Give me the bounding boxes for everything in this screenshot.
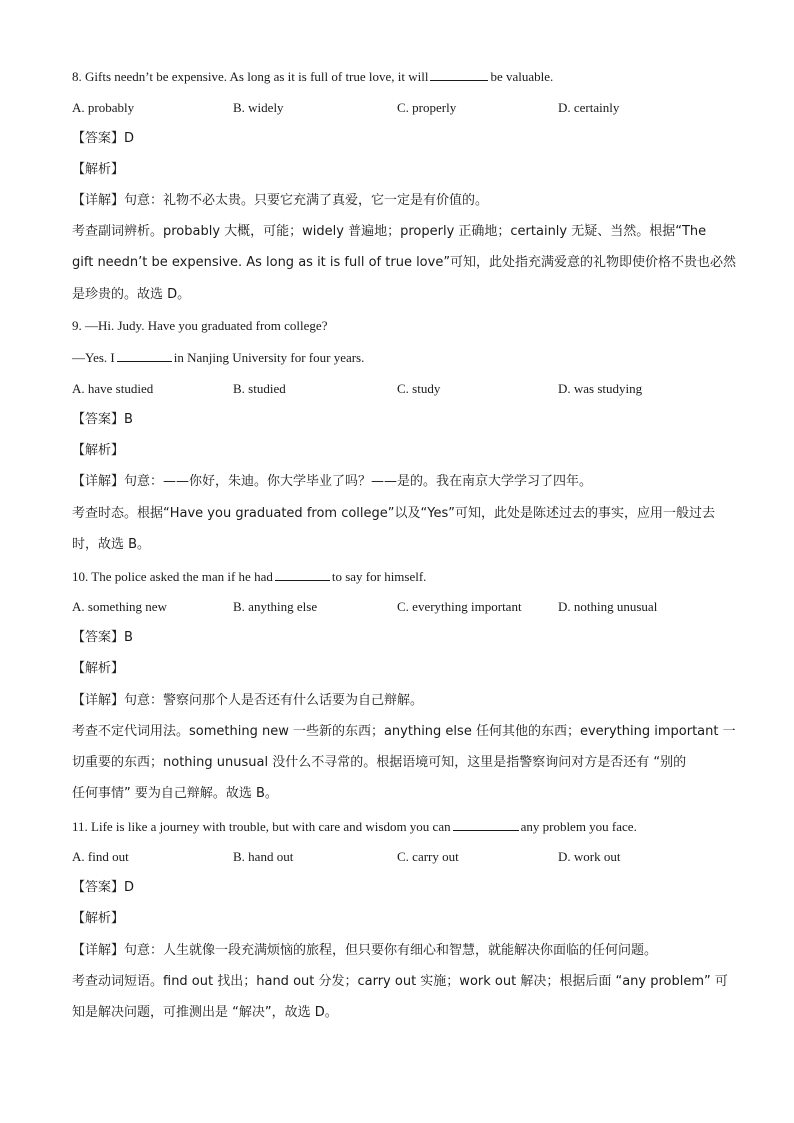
question-10-analysis-label: 【解析】 <box>72 661 125 676</box>
question-11-explanation-line-2: 考查动词短语。find out 找出；hand out 分发；carry out 实施；work out 解决；根据后面 “any problem” 可 <box>72 974 728 989</box>
question-10-stem <box>72 568 722 585</box>
option-a: A. find out <box>72 849 129 864</box>
option-c: C. everything important <box>397 599 522 614</box>
question-11-stem <box>72 818 722 835</box>
question-10-options <box>72 599 722 615</box>
question-10-explanation-line-4: 任何事情” 要为自己辩解。故选 B。 <box>72 786 278 801</box>
question-11-answer: 【答案】D <box>72 880 135 895</box>
question-8-explanation-line-1: 【详解】句意：礼物不必太贵。只要它充满了真爱，它一定是有价值的。 <box>72 193 489 208</box>
option-a: A. probably <box>72 100 135 115</box>
question-11-explanation-line-3: 知是解决问题，可推测出是 “解决”，故选 D。 <box>72 1005 338 1020</box>
question-11-stem-part-a: 11. Life is like a journey with trouble, but with care and wisdom you can <box>72 819 451 834</box>
option-b: B. widely <box>233 100 284 115</box>
question-8-stem-part-b: be valuable. <box>490 69 554 84</box>
question-11-options <box>72 849 722 865</box>
option-a: A. have studied <box>72 381 154 396</box>
question-9-stem-part-a: —Yes. I <box>72 350 115 365</box>
question-8-explanation-line-4: 是珍贵的。故选 D。 <box>72 287 191 302</box>
option-b: B. studied <box>233 381 286 396</box>
question-10-blank <box>275 568 330 581</box>
question-9-explanation-line-3: 时，故选 B。 <box>72 537 151 552</box>
option-b: B. anything else <box>233 599 318 614</box>
question-8-explanation-line-3: gift needn’t be expensive. As long as it is full of true love”可知，此处指充满爱意的礼物即使价格不贵也必然 <box>72 255 737 270</box>
question-10-stem-part-a: 10. The police asked the man if he had <box>72 569 273 584</box>
option-d: D. was studying <box>558 381 643 396</box>
option-c: C. properly <box>397 100 457 115</box>
question-10-answer: 【答案】B <box>72 630 133 645</box>
option-a: A. something new <box>72 599 167 614</box>
question-11-blank <box>453 818 519 831</box>
question-8-analysis-label: 【解析】 <box>72 162 125 177</box>
question-8-explanation-line-2: 考查副词辨析。probably 大概，可能；widely 普遍地；properly 正确地；certainly 无疑、当然。根据“The <box>72 224 707 239</box>
question-9-analysis-label: 【解析】 <box>72 443 125 458</box>
option-d: D. certainly <box>558 100 620 115</box>
question-10-explanation-line-3: 切重要的东西；nothing unusual 没什么不寻常的。根据语境可知，这里是指警察询问对方是否还有 “别的 <box>72 755 687 770</box>
question-10-stem-part-b: to say for himself. <box>331 569 427 584</box>
question-8-blank <box>430 68 488 81</box>
option-b: B. hand out <box>233 849 294 864</box>
question-9-stem-line-1: 9. —Hi. Judy. Have you graduated from college? <box>72 318 328 333</box>
question-9-blank <box>117 349 172 362</box>
question-10-explanation-line-1: 【详解】句意：警察问那个人是否还有什么话要为自己辩解。 <box>72 693 424 708</box>
question-11-explanation-line-1: 【详解】句意：人生就像一段充满烦恼的旅程，但只要你有细心和智慧，就能解决你面临的任何问题。 <box>72 943 658 958</box>
question-10-explanation-line-2: 考查不定代词用法。something new 一些新的东西；anything else 任何其他的东西；everything important 一 <box>72 724 736 739</box>
question-8-answer: 【答案】D <box>72 131 135 146</box>
question-8-stem-part-a: 8. Gifts needn’t be expensive. As long as it is full of true love, it will <box>72 69 429 84</box>
question-9-explanation-line-1: 【详解】句意：——你好，朱迪。你大学毕业了吗？——是的。我在南京大学学习了四年。 <box>72 474 593 489</box>
question-9-explanation-line-2: 考查时态。根据“Have you graduated from college”以及“Yes”可知，此处是陈述过去的事实，应用一般过去 <box>72 506 715 521</box>
question-9-stem-line-2 <box>72 349 722 366</box>
option-c: C. carry out <box>397 849 459 864</box>
question-9-stem-part-b: in Nanjing University for four years. <box>173 350 365 365</box>
question-11-stem-part-b: any problem you face. <box>520 819 637 834</box>
option-d: D. work out <box>558 849 621 864</box>
question-9-answer: 【答案】B <box>72 412 133 427</box>
option-c: C. study <box>397 381 441 396</box>
option-d: D. nothing unusual <box>558 599 658 614</box>
question-9-options <box>72 381 722 397</box>
question-8-stem <box>72 68 722 85</box>
question-8-options <box>72 100 722 116</box>
question-11-analysis-label: 【解析】 <box>72 911 125 926</box>
